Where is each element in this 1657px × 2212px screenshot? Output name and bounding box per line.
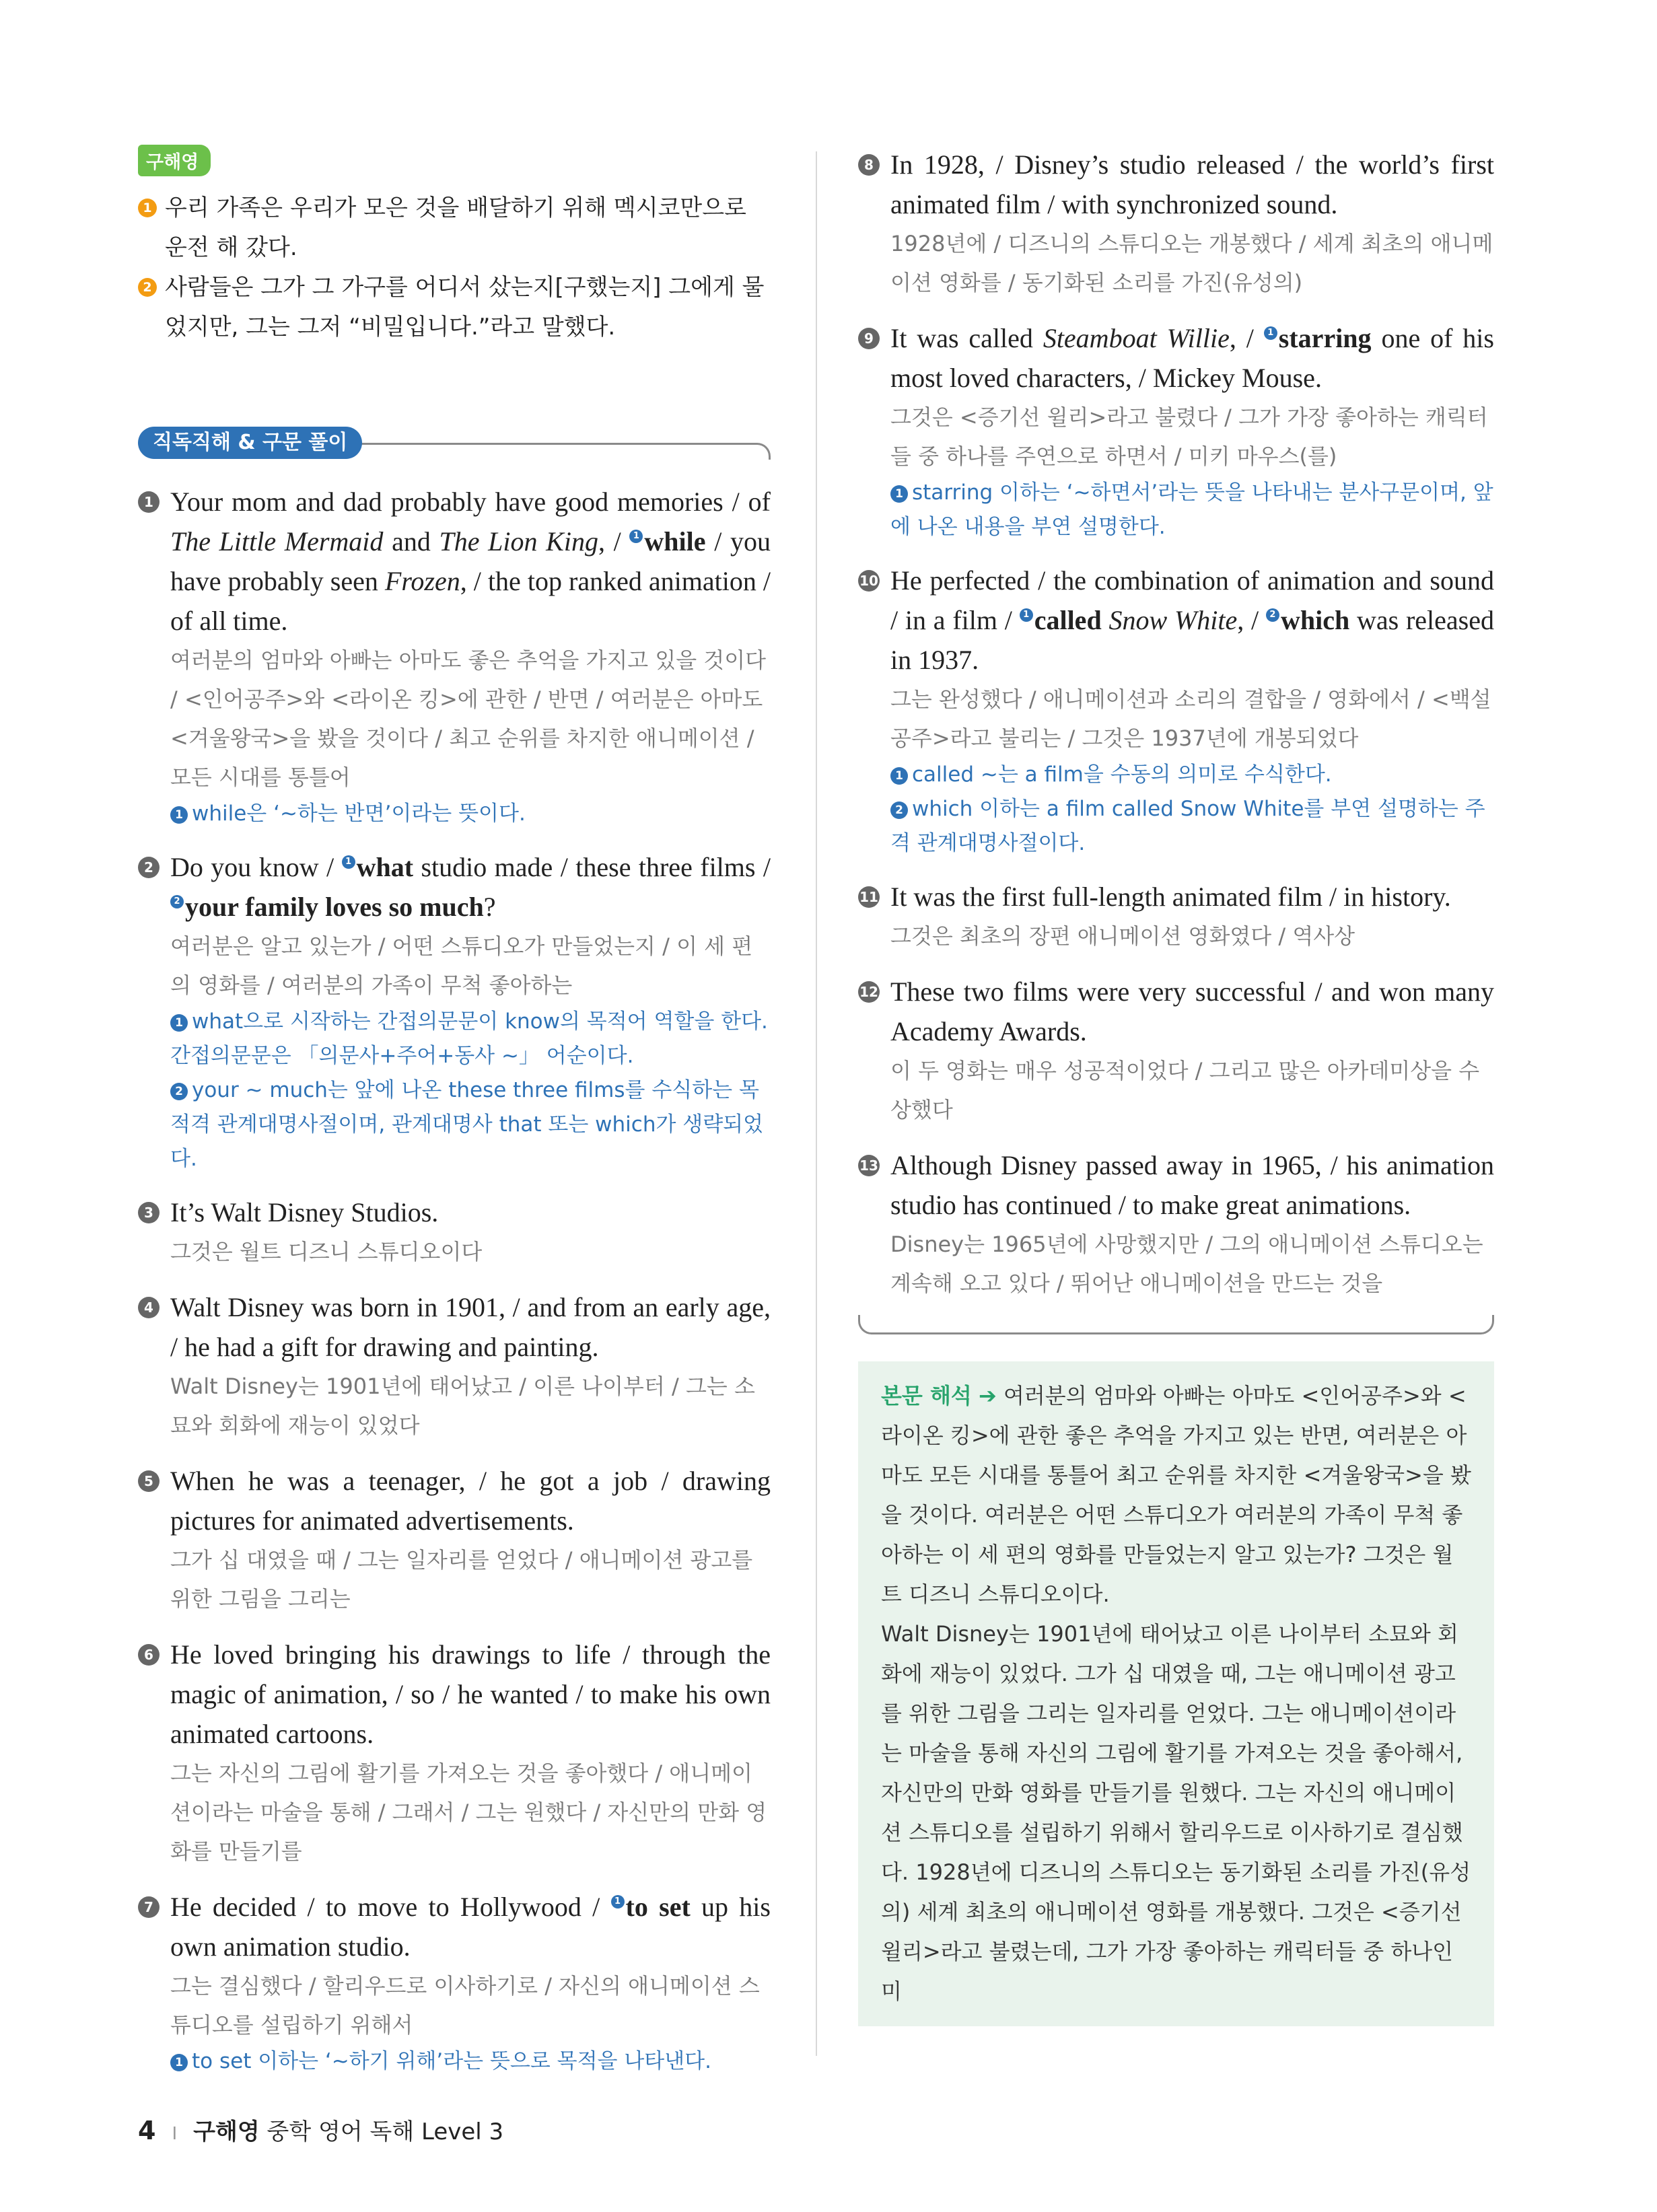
- note-text: your ~ much는 앞에 나온 these three films를 수식하는 목적격 관계대명사절이며, 관계대명사 that 또는 which가 생략되었다.: [170, 1078, 764, 1171]
- sentence-block: [858, 561, 1494, 861]
- korean-translation: 그가 십 대였을 때 / 그는 일자리를 얻었다 / 애니메이션 광고를 위한 그림을 그리는: [170, 1547, 753, 1612]
- column-divider: [816, 151, 817, 2056]
- english-sentence: Although Disney passed away in 1965, / his animation studio has continued / to make great animations.: [890, 1150, 1494, 1220]
- english-sentence: He perfected / the combination of animation and sound / in a film / 1 called Snow White, / 2 which was released in 1937.: [890, 565, 1494, 675]
- item-number: 1: [138, 199, 157, 217]
- sentence-block: [138, 1635, 771, 1871]
- grammar-note: [890, 476, 1494, 544]
- right-column: [858, 145, 1494, 2026]
- note-number: 2: [170, 1083, 188, 1100]
- sentence-block: [138, 482, 771, 831]
- english-sentence: When he was a teenager, / he got a job / drawing pictures for animated advertisements.: [170, 1466, 771, 1536]
- note-marker: 1: [1264, 326, 1277, 340]
- sentence-number: 12: [858, 981, 880, 1003]
- english-sentence: It was called Steamboat Willie, / 1 starring one of his most loved characters, / Mickey Mouse.: [890, 323, 1494, 393]
- section-title: 직독직해 & 구문 풀이: [138, 427, 362, 459]
- translation-paragraph-2: Walt Disney는 1901년에 태어났고 이른 나이부터 소묘와 회화에 재능이 있었다. 그가 십 대였을 때, 그는 애니메이션 광고를 위한 그림을 그리는 일자리를 얻었다. 그는 애니메이션이라는 마술을 통해 자신의 그림에 활기를 가져오는 것을 좋아해서, 자신만의 만화 영화를 만들기를 원했다. 그는 자신의 애니메이션 스튜디오를 설립하기 위해서 할리우드로 이사하기로 결심했다. 1928년에 디즈니의 스튜디오는 동기화된 소리를 가진(유성의) 세계 최초의 애니메이션 영화를 개봉했다. 그것은 <증기선 윌리>라고 불렸는데, 그가 가장 좋아하는 캐릭터들 중 하나인 미: [881, 1621, 1471, 2004]
- sentence-block: [138, 1287, 771, 1445]
- sentence-number: 3: [138, 1202, 160, 1223]
- bold-phrase: what: [356, 852, 414, 882]
- arrow-right-icon: ➔: [978, 1383, 997, 1408]
- sentence-number: 13: [858, 1155, 880, 1176]
- english-sentence: He loved bringing his drawings to life / through the magic of animation, / so / he wanted / to make his own animated cartoons.: [170, 1639, 771, 1749]
- section-header: [138, 427, 771, 460]
- translation-paragraph-1: [881, 1376, 1471, 1614]
- sentence-number: 11: [858, 886, 880, 908]
- note-marker: 2: [1266, 608, 1279, 622]
- sentence-number: 5: [138, 1470, 160, 1492]
- item-text: 사람들은 그가 그 가구를 어디서 샀는지[구했는지] 그에게 물었지만, 그는 그저 “비밀입니다.”라고 말했다.: [165, 274, 765, 341]
- gu-haeyoung-item: [138, 188, 771, 268]
- item-text: 우리 가족은 우리가 모은 것을 배달하기 위해 멕시코만으로 운전 해 갔다.: [165, 194, 746, 261]
- bold-phrase: to set: [625, 1892, 691, 1922]
- title-italic: Steamboat Willie: [1043, 323, 1230, 353]
- gu-haeyoung-tag: 구해영: [138, 145, 211, 176]
- translation-label: 본문 해석: [881, 1383, 972, 1408]
- english-sentence: In 1928, / Disney’s studio released / the world’s first animated film / with synchronized sound.: [890, 149, 1494, 219]
- english-sentence: Your mom and dad probably have good memories / of The Little Mermaid and The Lion King, / 1 while / you have probably seen Frozen, / the top ranked animation / of all time.: [170, 487, 771, 636]
- english-sentence: Do you know / 1 what studio made / these three films / 2 your family loves so much?: [170, 852, 771, 922]
- sentence-block: [858, 972, 1494, 1129]
- sentence-number: 10: [858, 570, 880, 592]
- note-text: while은 ‘~하는 반면’이라는 뜻이다.: [192, 801, 526, 826]
- korean-translation: 그것은 월트 디즈니 스튜디오이다: [170, 1239, 483, 1264]
- grammar-note: [170, 797, 771, 831]
- note-marker: 1: [629, 530, 643, 543]
- note-number: 1: [170, 806, 188, 824]
- grammar-note: [890, 758, 1494, 792]
- note-text: starring 이하는 ‘~하면서’라는 뜻을 나타내는 분사구문이며, 앞에 나온 내용을 부연 설명한다.: [890, 480, 1493, 539]
- note-text: called ~는 a film을 수동의 의미로 수식한다.: [912, 762, 1332, 787]
- note-marker: 1: [611, 1895, 625, 1908]
- left-column: [138, 145, 771, 2095]
- korean-translation: 1928년에 / 디즈니의 스튜디오는 개봉했다 / 세계 최초의 애니메이션 영화를 / 동기화된 소리를 가진(유성의): [890, 231, 1493, 295]
- korean-translation: 그는 완성했다 / 애니메이션과 소리의 결합을 / 영화에서 / <백설공주>라고 불리는 / 그것은 1937년에 개봉되었다: [890, 686, 1491, 751]
- book-title-bold: 구해영: [193, 2118, 260, 2145]
- note-marker: 1: [342, 855, 355, 869]
- english-sentence: It’s Walt Disney Studios.: [170, 1197, 439, 1227]
- book-title-rest: 중학 영어 독해 Level 3: [267, 2118, 504, 2145]
- sentence-block: [138, 1461, 771, 1618]
- sentence-number: 2: [138, 857, 160, 878]
- sentence-number: 6: [138, 1644, 160, 1666]
- note-marker: 2: [170, 895, 184, 908]
- item-number: 2: [138, 278, 157, 297]
- sentence-number: 9: [858, 328, 880, 349]
- gu-haeyoung-box: [138, 145, 771, 347]
- korean-translation: 그는 자신의 그림에 활기를 가져오는 것을 좋아했다 / 애니메이션이라는 마술을 통해 / 그래서 / 그는 원했다 / 자신만의 만화 영화를 만들기를: [170, 1760, 767, 1864]
- sentence-list-right: [858, 145, 1494, 1303]
- note-text: which 이하는 a film called Snow White를 부연 설명하는 주격 관계대명사절이다.: [890, 797, 1485, 855]
- korean-translation: 여러분은 알고 있는가 / 어떤 스튜디오가 만들었는지 / 이 세 편의 영화를 / 여러분의 가족이 무척 좋아하는: [170, 933, 753, 998]
- note-text: to set 이하는 ‘~하기 위해’라는 뜻으로 목적을 나타낸다.: [192, 2049, 711, 2073]
- note-number: 1: [170, 1014, 188, 1032]
- note-number: 1: [890, 485, 908, 503]
- section-end-rule: [858, 1315, 1494, 1334]
- sentence-block: [138, 1192, 771, 1271]
- note-number: 1: [890, 767, 908, 785]
- korean-translation: Disney는 1965년에 사망했지만 / 그의 애니메이션 스튜디오는 계속해 오고 있다 / 뛰어난 애니메이션을 만드는 것을: [890, 1232, 1483, 1296]
- korean-translation: 그는 결심했다 / 할리우드로 이사하기로 / 자신의 애니메이션 스튜디오를 설립하기 위해서: [170, 1973, 760, 2038]
- sentence-number: 8: [858, 154, 880, 176]
- korean-translation: 그것은 최초의 장편 애니메이션 영화였다 / 역사상: [890, 923, 1355, 949]
- sentence-block: [858, 145, 1494, 302]
- gu-haeyoung-item: [138, 268, 771, 347]
- korean-translation: 이 두 영화는 매우 성공적이었다 / 그리고 많은 아카데미상을 수상했다: [890, 1058, 1480, 1122]
- korean-translation: Walt Disney는 1901년에 태어났고 / 이른 나이부터 / 그는 소묘와 회화에 재능이 있었다: [170, 1373, 755, 1438]
- english-sentence: He decided / to move to Hollywood / 1 to set up his own animation studio.: [170, 1892, 771, 1962]
- grammar-note: [170, 2044, 771, 2079]
- sentence-number: 4: [138, 1297, 160, 1318]
- bold-phrase: while: [644, 526, 706, 557]
- sentence-block: [138, 1887, 771, 2079]
- english-sentence: These two films were very successful / and won many Academy Awards.: [890, 976, 1494, 1046]
- korean-translation: 여러분의 엄마와 아빠는 아마도 좋은 추억을 가지고 있을 것이다 / <인어공주>와 <라이온 킹>에 관한 / 반면 / 여러분은 아마도 <겨울왕국>을 봤을 것이다 / 최고 순위를 차지한 애니메이션 / 모든 시대를 통틀어: [170, 647, 767, 790]
- page-footer: [138, 2113, 503, 2146]
- bold-phrase: starring: [1278, 323, 1372, 353]
- title-italic: Frozen: [384, 566, 460, 596]
- sentence-block: [858, 1145, 1494, 1303]
- translation-text-1: 여러분의 엄마와 아빠는 아마도 <인어공주>와 <라이온 킹>에 관한 좋은 추억을 가지고 있는 반면, 여러분은 아마도 모든 시대를 통틀어 최고 순위를 차지한 <겨울왕국>을 봤을 것이다. 여러분은 어떤 스튜디오가 여러분의 가족이 무척 좋아하는 이 세 편의 영화를 만들었는지 알고 있는가? 그것은 월트 디즈니 스튜디오이다.: [881, 1383, 1471, 1607]
- note-number: 1: [170, 2054, 188, 2071]
- grammar-note: [890, 792, 1494, 861]
- bold-phrase: called: [1034, 605, 1102, 635]
- sentence-block: [858, 877, 1494, 956]
- title-italic: The Lion King: [439, 526, 598, 557]
- note-text: what으로 시작하는 간접의문문이 know의 목적어 역할을 한다. 간접의문문은 「의문사+주어+동사 ~」 어순이다.: [170, 1009, 768, 1068]
- grammar-note: [170, 1073, 771, 1176]
- bold-phrase: your family loves so much: [185, 892, 484, 922]
- title-italic: The Little Mermaid: [170, 526, 384, 557]
- note-number: 2: [890, 801, 908, 819]
- sentence-list-left: [138, 482, 771, 2079]
- english-sentence: Walt Disney was born in 1901, / and from an early age, / he had a gift for drawing and painting.: [170, 1292, 771, 1362]
- title-italic: Snow White: [1108, 605, 1238, 635]
- sentence-number: 7: [138, 1896, 160, 1918]
- english-sentence: It was the first full-length animated film / in history.: [890, 882, 1451, 912]
- sentence-number: 1: [138, 491, 160, 513]
- sentence-block: [138, 847, 771, 1176]
- translation-box: [858, 1361, 1494, 2026]
- grammar-note: [170, 1005, 771, 1073]
- bold-phrase: which: [1280, 605, 1350, 635]
- sentence-block: [858, 318, 1494, 544]
- korean-translation: 그것은 <증기선 윌리>라고 불렸다 / 그가 가장 좋아하는 캐릭터들 중 하나를 주연으로 하면서 / 미키 마우스(를): [890, 404, 1488, 469]
- footer-separator: I: [172, 2124, 178, 2144]
- note-marker: 1: [1020, 608, 1033, 622]
- page-number: 4: [138, 2116, 156, 2145]
- gu-haeyoung-items: [138, 188, 771, 347]
